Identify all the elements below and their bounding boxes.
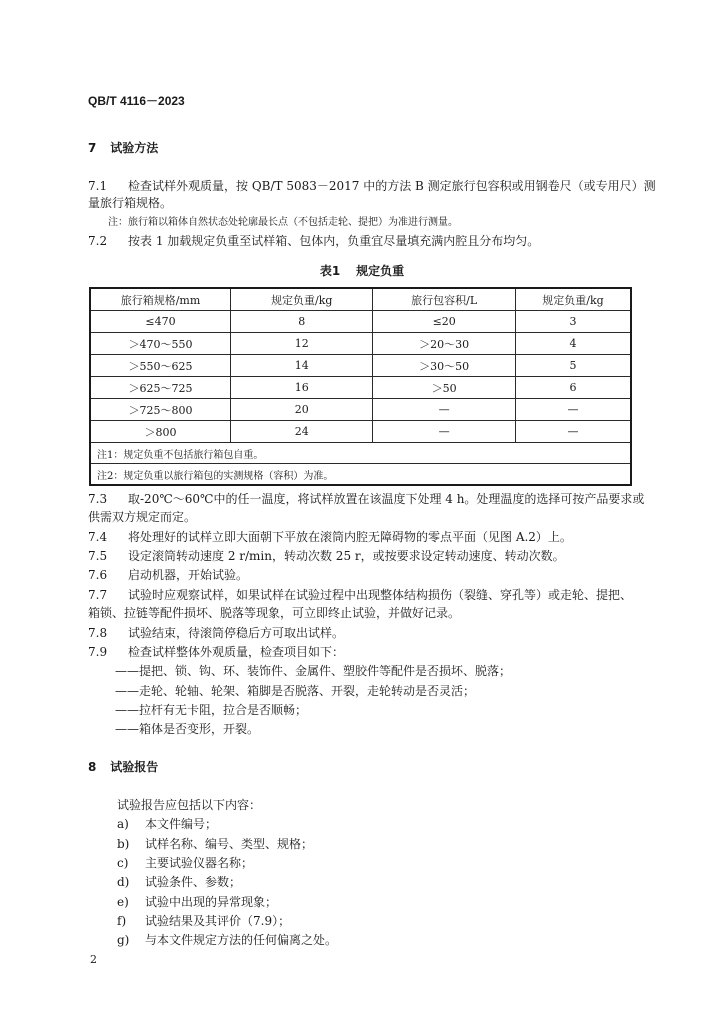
table-row — [90, 377, 631, 399]
clause-text: 设定滚筒转动速度 2 r/min，转动次数 25 r，或按要求设定转动速度、转动次数。 — [128, 549, 565, 563]
inspection-item: ——提把、锁、钩、环、装饰件、金属件、塑胶件等配件是否损坏、脱落； — [115, 664, 512, 678]
table-note-row — [90, 443, 631, 464]
clause-text: 取-20℃～60℃中的任一温度，将试样放置在该温度下处理 4 h。处理温度的选择可按产品要求或 — [128, 492, 645, 506]
table-cell: — — [373, 399, 515, 421]
table-cell: ＞30～50 — [373, 355, 515, 377]
clause-7-1-line2: 量旅行箱规格。 — [88, 196, 173, 210]
report-item — [117, 893, 277, 910]
clause-text: 启动机器，开始试验。 — [128, 568, 249, 582]
inspection-item: ——箱体是否变形，开裂。 — [115, 722, 260, 736]
table-note-row — [90, 464, 631, 486]
clause-number: 7.3 — [88, 492, 108, 506]
report-intro: 试验报告应包括以下内容： — [117, 798, 262, 812]
clause-7-1-line1 — [88, 177, 656, 194]
table-cell: 6 — [515, 377, 631, 399]
table-cell: 3 — [515, 311, 631, 333]
clause-7-3-line2: 供需双方规定而定。 — [88, 510, 197, 524]
table-row — [90, 355, 631, 377]
table-row — [90, 333, 631, 355]
table-header-row — [90, 288, 631, 311]
header-case-size: 旅行箱规格/mm — [90, 288, 231, 311]
clause-text: 将处理好的试样立即大面朝下平放在滚筒内腔无障碍物的零点平面（见图 A.2）上。 — [128, 530, 572, 544]
table-row — [90, 399, 631, 421]
clause-7-2 — [88, 232, 539, 249]
clause-7-5 — [88, 547, 565, 564]
clause-text: 试验结束，待滚筒停稳后方可取出试样。 — [128, 626, 345, 640]
clause-text: 检查试样整体外观质量，检查项目如下： — [128, 645, 345, 659]
standard-number: QB/T 4116－2023 — [88, 94, 185, 108]
report-item-text: 试验中出现的异常现象； — [145, 895, 278, 909]
section-7-title: 试验方法 — [110, 141, 159, 155]
clause-7-8 — [88, 624, 344, 641]
section-7-heading — [88, 139, 158, 156]
report-item-label: f) — [117, 914, 127, 928]
table-cell: 16 — [231, 377, 373, 399]
table-cell: 14 — [231, 355, 373, 377]
table-cell: ＞20～30 — [373, 333, 515, 355]
clause-7-3-line1 — [88, 490, 644, 507]
table-1-caption — [0, 262, 724, 279]
section-8-title: 试验报告 — [110, 760, 159, 774]
clause-7-1-number: 7.1 — [88, 179, 108, 193]
report-item — [117, 873, 241, 890]
table-1-caption-number: 表1 — [319, 264, 341, 278]
table-cell: ＞800 — [90, 421, 231, 443]
clause-number: 7.5 — [88, 549, 108, 563]
header-bag-volume: 旅行包容积/L — [373, 288, 515, 311]
table-cell: 4 — [515, 333, 631, 355]
table-cell: ＞50 — [373, 377, 515, 399]
report-item — [117, 854, 253, 871]
report-item-text: 与本文件规定方法的任何偏离之处。 — [145, 933, 338, 947]
header-bag-load: 规定负重/kg — [515, 288, 631, 311]
clause-7-1-note: 注：旅行箱以箱体自然状态处轮廓最长点（不包括走轮、提把）为准进行测量。 — [108, 217, 458, 228]
header-case-load: 规定负重/kg — [231, 288, 373, 311]
table-cell: — — [373, 421, 515, 443]
table-1-caption-title: 规定负重 — [356, 264, 405, 278]
clause-7-7-line2: 箱锁、拉链等配件损坏、脱落等现象，可立即终止试验，并做好记录。 — [88, 606, 461, 620]
table-cell: ＞625～725 — [90, 377, 231, 399]
table-cell: 24 — [231, 421, 373, 443]
report-item-text: 本文件编号； — [145, 817, 218, 831]
table-cell: ＞725～800 — [90, 399, 231, 421]
table-cell: — — [515, 399, 631, 421]
clause-number: 7.7 — [88, 588, 108, 602]
report-item — [117, 815, 217, 832]
clause-7-4 — [88, 528, 572, 545]
table-cell: 12 — [231, 333, 373, 355]
clause-text: 试验时应观察试样，如果试样在试验过程中出现整体结构损伤（裂缝、穿孔等）或走轮、提把、 — [128, 588, 633, 602]
report-item — [117, 835, 313, 852]
section-7-number: 7 — [88, 141, 97, 155]
report-item-text: 试样名称、编号、类型、规格； — [145, 837, 314, 851]
inspection-item: ——走轮、轮轴、轮架、箱脚是否脱落、开裂，走轮转动是否灵活； — [115, 684, 476, 698]
inspection-item: ——拉杆有无卡阻，拉合是否顺畅； — [115, 703, 308, 717]
table-cell: 20 — [231, 399, 373, 421]
report-item-text: 主要试验仪器名称； — [145, 856, 254, 870]
section-8-number: 8 — [88, 760, 97, 774]
table-cell: 8 — [231, 311, 373, 333]
report-item-label: a) — [117, 817, 129, 831]
table-row — [90, 311, 631, 333]
report-item — [117, 931, 337, 948]
clause-7-2-text: 按表 1 加载规定负重至试样箱、包体内，负重宜尽量填充满内腔且分布均匀。 — [128, 234, 540, 248]
report-item-text: 试验结果及其评价（7.9）； — [145, 914, 291, 928]
table-cell: ＞550～625 — [90, 355, 231, 377]
report-item-label: g) — [117, 933, 130, 947]
table-cell: ≤470 — [90, 311, 231, 333]
table-cell: 5 — [515, 355, 631, 377]
table-note-2: 注2：规定负重以旅行箱包的实测规格（容积）为准。 — [90, 464, 631, 486]
report-item-text: 试验条件、参数； — [145, 875, 242, 889]
clause-7-7-line1 — [88, 586, 632, 603]
table-cell: — — [515, 421, 631, 443]
clause-7-9 — [88, 643, 344, 660]
report-item-label: c) — [117, 856, 129, 870]
table-cell: ≤20 — [373, 311, 515, 333]
report-item — [117, 912, 290, 929]
clause-7-1-text-1: 检查试样外观质量，按 QB/T 5083－2017 中的方法 B 测定旅行包容积或用钢卷尺（或专用尺）测 — [128, 179, 656, 193]
clause-number: 7.8 — [88, 626, 108, 640]
report-item-label: b) — [117, 837, 130, 851]
section-8-heading — [88, 758, 158, 775]
clause-number: 7.6 — [88, 568, 108, 582]
report-item-label: d) — [117, 875, 130, 889]
table-row — [90, 421, 631, 443]
clause-7-6 — [88, 566, 248, 583]
report-item-label: e) — [117, 895, 129, 909]
load-spec-table — [89, 287, 632, 486]
clause-7-2-number: 7.2 — [88, 234, 108, 248]
clause-number: 7.4 — [88, 530, 108, 544]
clause-number: 7.9 — [88, 645, 108, 659]
table-note-1: 注1：规定负重不包括旅行箱包自重。 — [90, 443, 631, 464]
page-number: 2 — [90, 953, 97, 966]
table-cell: ＞470～550 — [90, 333, 231, 355]
